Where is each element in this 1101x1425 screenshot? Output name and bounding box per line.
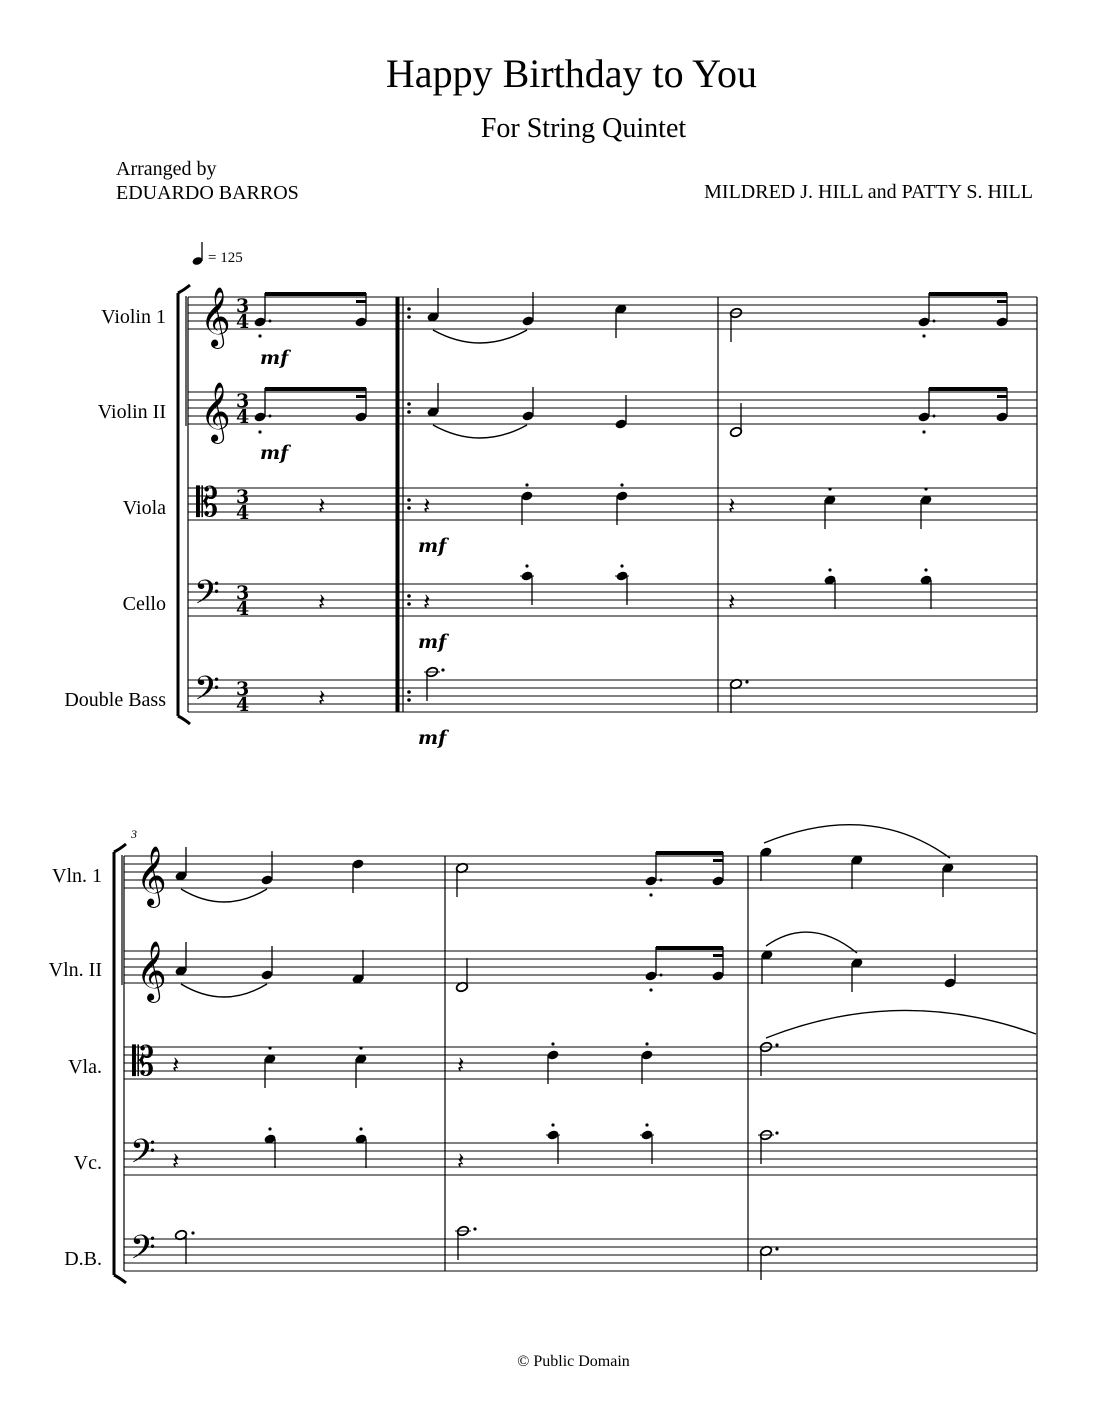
alto-clef-icon: 𝄡 [196, 480, 219, 526]
time-sig-numerator: 3 [236, 582, 250, 604]
slur [764, 825, 950, 858]
staff-lines-system-1 [188, 297, 1037, 712]
composer-credit: MILDRED J. HILL and PATTY S. HILL [704, 181, 1033, 203]
time-sig-denominator: 4 [236, 598, 250, 620]
treble-clef-icon: 𝄞 [200, 382, 231, 442]
notes-violin-2-m1 [426, 383, 627, 438]
measure-number: 3 [131, 827, 137, 841]
dynamic-mf: mf [260, 347, 289, 369]
notes-violin-2-pickup [253, 387, 367, 434]
dynamic-mf: mf [418, 727, 447, 749]
notes-violin-1-m1 [426, 288, 627, 343]
dynamic-mf: mf [418, 631, 447, 653]
time-signatures-system-1 [236, 295, 249, 716]
quarter-rest-icon: 𝄽 [318, 588, 326, 616]
quarter-rest-icon: 𝄽 [728, 588, 736, 616]
treble-clef-icon: 𝄞 [200, 287, 231, 347]
score-title: Happy Birthday to You [385, 51, 758, 96]
time-sig-denominator: 4 [236, 406, 250, 428]
treble-clef-icon: 𝄞 [136, 941, 167, 1001]
instrument-name-double-bass: D.B. [64, 1248, 102, 1270]
bass-clef-icon: 𝄢 [194, 574, 220, 620]
quarter-rest-icon: 𝄽 [318, 492, 326, 520]
instrument-name-violin-1: Violin 1 [101, 306, 166, 328]
notes-violin-1-m2 [729, 292, 1008, 342]
slur [766, 1010, 1036, 1038]
instrument-name-double-bass: Double Bass [64, 689, 166, 711]
arranger-name: EDUARDO BARROS [116, 182, 299, 204]
time-sig-numerator: 3 [236, 390, 250, 412]
system-2 [49, 825, 1037, 1283]
treble-clef-icon: 𝄞 [136, 846, 167, 906]
quarter-rest-icon: 𝄽 [457, 1147, 465, 1175]
instrument-name-violin-2: Violin II [97, 401, 166, 423]
notes-violin-1-pickup [253, 292, 367, 338]
notes-viola-m2 [728, 487, 933, 529]
slur [433, 425, 527, 438]
quarter-rest-icon: 𝄽 [172, 1147, 180, 1175]
quarter-rest-icon: 𝄽 [728, 492, 736, 520]
instrument-name-violin-1: Vln. 1 [52, 865, 102, 887]
tempo-marking [192, 242, 243, 266]
instrument-name-viola: Vla. [68, 1056, 102, 1078]
instrument-name-cello: Cello [122, 593, 166, 615]
notes-violin-2-m4 [455, 946, 724, 993]
notes-viola-m3 [172, 1046, 368, 1088]
notes-viola-m5 [759, 1010, 1036, 1076]
slur [181, 889, 267, 902]
alto-clef-icon: 𝄡 [132, 1039, 155, 1085]
instrument-name-violin-2: Vln. II [48, 959, 102, 981]
quarter-rest-icon: 𝄽 [172, 1051, 180, 1079]
quarter-rest-icon: 𝄽 [423, 588, 431, 616]
time-sig-denominator: 4 [236, 502, 250, 524]
dynamic-mf: mf [418, 535, 447, 557]
slur [433, 330, 527, 343]
quarter-rest-icon: 𝄽 [318, 684, 326, 712]
arranger-label: Arranged by [116, 158, 217, 180]
instrument-name-cello: Vc. [73, 1152, 102, 1174]
time-sig-numerator: 3 [236, 295, 250, 317]
quarter-rest-icon: 𝄽 [457, 1051, 465, 1079]
score-subtitle: For String Quintet [480, 113, 687, 144]
bass-clef-icon: 𝄢 [130, 1229, 156, 1275]
copyright-notice: © Public Domain [517, 1353, 630, 1370]
staff-lines-system-2 [124, 856, 1037, 1271]
instrument-name-viola: Viola [122, 497, 166, 519]
dynamic-mf: mf [260, 442, 289, 464]
notes-violin-1-m4 [455, 851, 724, 897]
bass-clef-icon: 𝄢 [130, 1133, 156, 1179]
notes-violin-1-m3 [174, 847, 364, 902]
bass-clef-icon: 𝄢 [194, 670, 220, 716]
slur [766, 932, 857, 953]
notes-violin-2-m2 [729, 387, 1008, 438]
time-sig-denominator: 4 [236, 311, 250, 333]
notes-violin-1-m5 [759, 825, 954, 897]
slur [181, 984, 267, 997]
notes-violin-2-m3 [174, 942, 364, 997]
time-sig-numerator: 3 [236, 678, 250, 700]
quarter-rest-icon: 𝄽 [423, 492, 431, 520]
tempo-text: = 125 [208, 250, 243, 266]
system-1 [64, 242, 1037, 749]
time-sig-denominator: 4 [236, 694, 250, 716]
time-sig-numerator: 3 [236, 486, 250, 508]
